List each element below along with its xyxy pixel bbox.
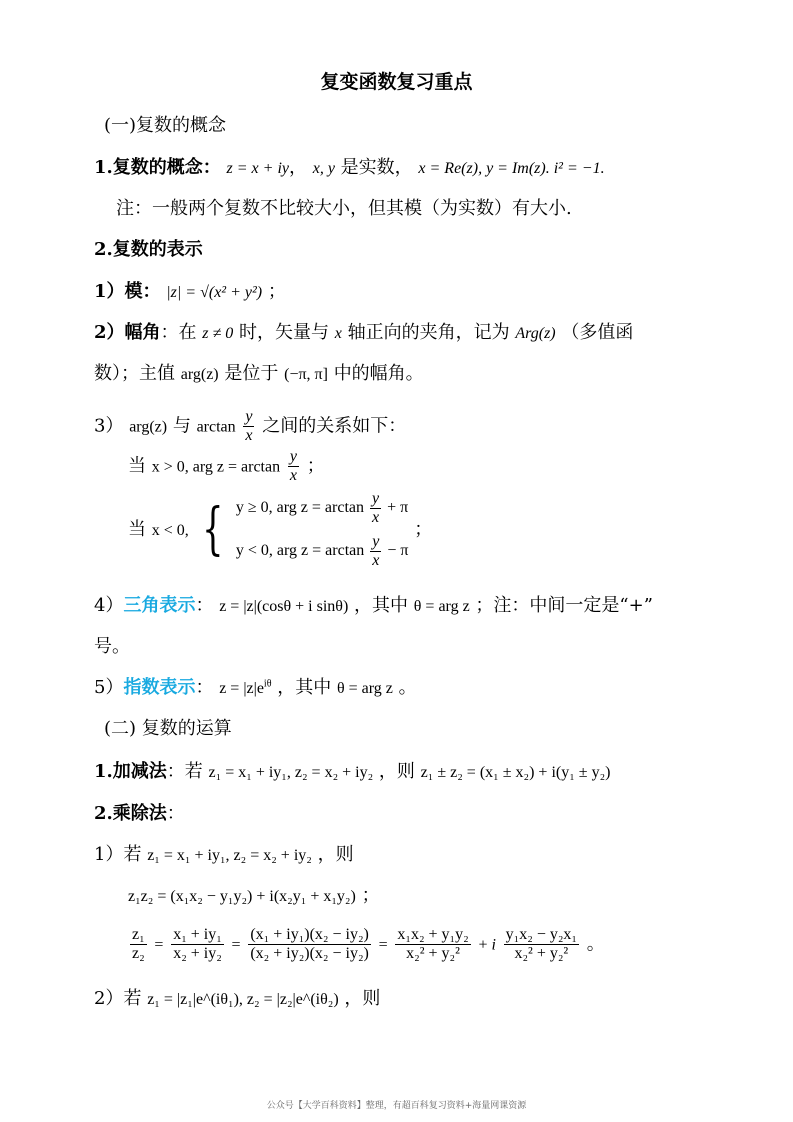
formula-exp xyxy=(219,680,271,697)
definition-text: 是实数， xyxy=(340,157,413,178)
mul-label: 2.乘除法 xyxy=(94,803,167,824)
trig-label: 三角表示 xyxy=(123,595,196,616)
fraction-denominator: x xyxy=(245,427,253,444)
fraction-denominator: x₂² + y₂² xyxy=(514,945,569,962)
complex-definition: 1.复数的概念： z = x + iy， x, y 是实数， x = Re(z), y = Im(z). i² = −1. xyxy=(94,157,605,178)
formula-z: z = x + iy xyxy=(226,160,289,177)
modulus-formula: |z| = √(x² + y²) xyxy=(166,284,263,301)
formula-trig: z = |z|(cosθ + i sinθ) xyxy=(219,598,349,615)
mul-case-2 xyxy=(94,987,380,1012)
fraction-numerator: (x₁ + iy₁)(x₂ − iy₂) xyxy=(250,926,369,943)
formula-re-im: x = Re(z), y = Im(z). i² = −1. xyxy=(418,160,605,177)
trig-form-line xyxy=(94,594,653,619)
formula-case-negative: x < 0, xyxy=(151,522,189,539)
fraction-numerator: x₁x₂ + y₁y₂ xyxy=(397,926,469,943)
argument-text: 轴正向的夹角，记为 xyxy=(347,322,510,343)
note-modulus: 注：一般两个复数不比较大小，但其模（为实数）有大小. xyxy=(116,198,572,219)
modulus-label: 1）模： xyxy=(94,281,161,302)
fraction-numerator: y xyxy=(245,408,253,425)
add-sub-line xyxy=(94,760,610,785)
mul-text: ，则 xyxy=(344,988,381,1009)
relation-text: 之间的关系如下： xyxy=(262,415,407,437)
formula-Arg: Arg(z) xyxy=(515,325,556,342)
argument-text: 中的幅角。 xyxy=(333,363,424,384)
formula-z1-z2: z₁ = x₁ + iy₁, z₂ = x₂ + iy₂ xyxy=(208,764,374,781)
exp-colon: ： xyxy=(195,677,214,698)
argument-line-2 xyxy=(94,362,424,387)
case-text: 当 xyxy=(128,455,146,477)
argument-text: ：在 xyxy=(160,322,197,343)
formula-exp-power: iθ xyxy=(263,678,272,690)
formula-arctan: arctan xyxy=(196,418,236,436)
case-x-negative xyxy=(128,490,432,570)
argument-text: （多值函 xyxy=(561,322,634,343)
formula-interval: (−π, π] xyxy=(284,366,328,383)
modulus-end: ； xyxy=(267,281,286,302)
left-brace-icon: { xyxy=(201,497,224,562)
fraction-denominator: x xyxy=(289,467,297,484)
page-title: 复变函数复习重点 xyxy=(320,71,473,93)
case-x-positive xyxy=(128,448,325,485)
branch-y-neg: y < 0, arg z = arctan xyxy=(235,542,365,560)
argument-line-1 xyxy=(94,321,633,346)
fraction-numerator: y xyxy=(372,533,380,550)
mul-colon: ： xyxy=(166,803,185,824)
exp-text: 。 xyxy=(398,677,417,698)
add-label: 1.加减法 xyxy=(94,761,167,782)
quotient-line: $\frac{\text{z₁}}{\text{z₂}}$ = $\frac{\text{x₁ + iy₁}}{\text{x₂ + iy₂}}$ = $\frac{\text{(x₁ + iy₁)(x₂ − iy₂)}}{\text{(x₂ + iy₂)(x₂ − iy₂)}}$ = $\frac{\text{x₁x₂ + y₁y₂}}{\text{x₂² + y₂²}}$ + i $\frac{\text{y₁x₂ − y₂x₁}}{\text{x₂² + y₂²}}$ 。 xyxy=(132,926,605,962)
formula-polar: z₁ = |z₁|e^(iθ₁), z₂ = |z₂|e^(iθ₂) xyxy=(147,991,339,1008)
trig-form-line-2: 号。 xyxy=(94,636,130,657)
mul-case-label: 1）若 xyxy=(94,844,142,865)
product-line xyxy=(128,884,380,909)
fraction-numerator: y xyxy=(372,490,380,507)
fraction-numerator: y₁x₂ − y₂x₁ xyxy=(505,926,578,943)
formula-arg: arg(z) xyxy=(129,418,168,436)
argument-text: 时，矢量与 xyxy=(239,322,330,343)
fraction-denominator: x xyxy=(372,552,380,569)
fraction-denominator: z₂ xyxy=(132,945,145,962)
argument-text: 是位于 xyxy=(224,363,279,384)
fraction-numerator: y xyxy=(289,448,297,465)
relation-label: 3） xyxy=(94,415,124,437)
mul-case-1 xyxy=(94,843,354,868)
formula-theta: θ = arg z xyxy=(336,680,393,697)
case-text: 当 xyxy=(128,519,146,540)
argument-label: 2）幅角 xyxy=(94,322,161,343)
formula-product: z₁z₂ = (x₁x₂ − y₁y₂) + i(x₂y₁ + x₁y₂) xyxy=(128,888,356,905)
footer-watermark: 公众号【大学百科资料】整理，有超百科复习资料+海量网课资源 xyxy=(266,1101,527,1111)
formula-xy: x, y xyxy=(312,160,335,177)
trig-number: 4） xyxy=(94,595,124,616)
mul-div-heading xyxy=(94,802,185,826)
fraction-numerator: x₁ + iy₁ xyxy=(173,926,222,943)
modulus-line xyxy=(94,280,286,305)
exp-text: ，其中 xyxy=(277,677,332,698)
section-heading-operations: (二) 复数的运算 xyxy=(104,718,232,739)
formula-case-positive: x > 0, arg z = arctan xyxy=(151,458,281,476)
exp-form-line xyxy=(94,676,417,701)
mul-text: ，则 xyxy=(317,844,354,865)
fraction-denominator: x xyxy=(372,509,380,526)
argument-text: 数）；主值 xyxy=(94,363,175,384)
exp-number: 5） xyxy=(94,677,124,698)
case-end: ； xyxy=(414,519,433,540)
fraction-denominator: (x₂ + iy₂)(x₂ − iy₂) xyxy=(250,945,369,962)
trig-text: ；注：中间一定是“+” xyxy=(475,595,653,616)
relation-text: 与 xyxy=(172,415,191,437)
quotient-end: 。 xyxy=(586,933,605,955)
add-text: ，则 xyxy=(378,761,415,782)
fraction-denominator: x₂² + y₂² xyxy=(406,945,460,962)
branch-y-nonneg: y ≥ 0, arg z = arctan xyxy=(235,499,364,517)
case-branches xyxy=(236,490,409,570)
branch-y-neg-tail: − π xyxy=(387,542,409,560)
fraction-denominator: x₂ + iy₂ xyxy=(173,945,222,962)
formula-x-axis: x xyxy=(334,325,342,342)
formula-arg-principal: arg(z) xyxy=(180,366,219,383)
mul-case-label: 2）若 xyxy=(94,988,142,1009)
add-text: ：若 xyxy=(166,761,203,782)
formula-z-nonzero: z ≠ 0 xyxy=(202,325,234,342)
formula-z1-z2: z₁ = x₁ + iy₁, z₂ = x₂ + iy₂ xyxy=(147,847,312,864)
trig-colon: ： xyxy=(195,595,214,616)
trig-text: ，其中 xyxy=(354,595,409,616)
formula-theta: θ = arg z xyxy=(413,598,470,615)
product-end: ； xyxy=(361,885,380,906)
branch-y-nonneg-tail: + π xyxy=(387,499,409,517)
formula-exp-base: z = |z|e xyxy=(219,680,264,697)
section-representation: 2.复数的表示 xyxy=(94,239,203,260)
relation-line xyxy=(94,408,406,445)
definition-label: 1.复数的概念： xyxy=(94,157,221,178)
fraction-numerator: z₁ xyxy=(132,926,145,943)
exp-label: 指数表示 xyxy=(123,677,196,698)
case-end: ； xyxy=(306,455,325,477)
formula-add-result: z₁ ± z₂ = (x₁ ± x₂) + i(y₁ ± y₂) xyxy=(420,764,611,781)
section-heading-concept: (一)复数的概念 xyxy=(104,115,227,136)
